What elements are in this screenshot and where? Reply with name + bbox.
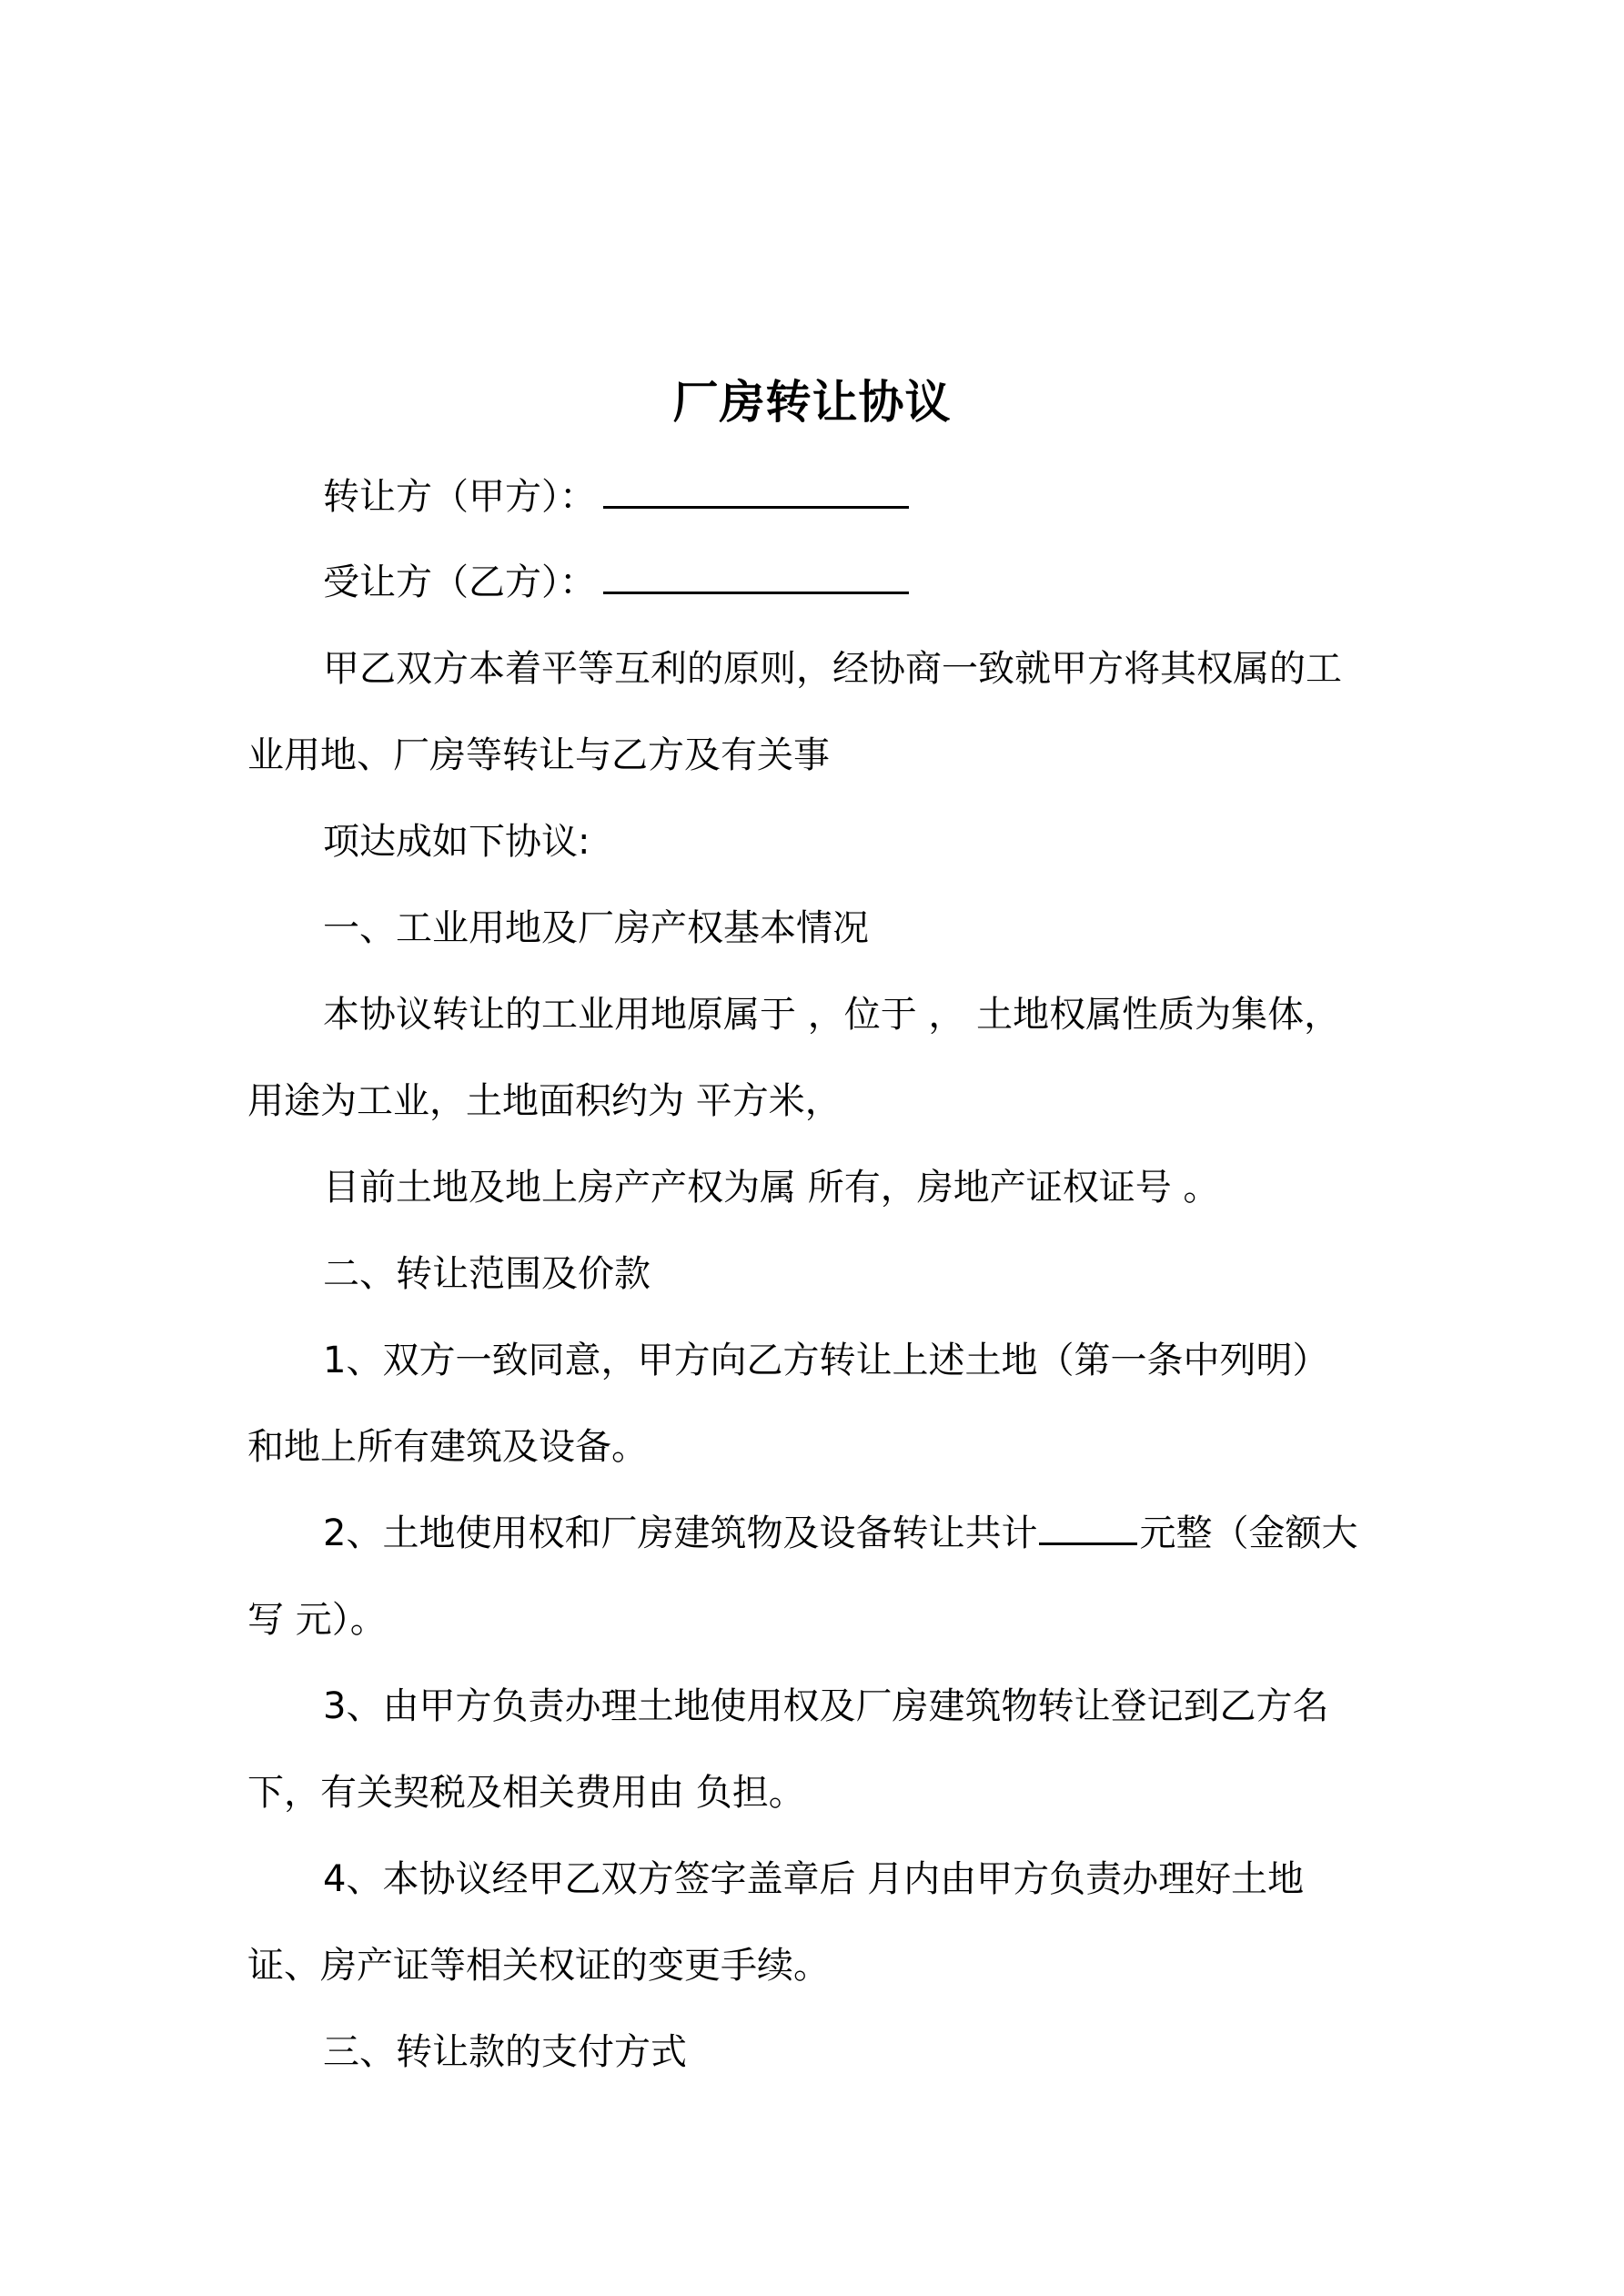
section-2-item-3-line-2: 下，有关契税及相关费用由 负担。 xyxy=(247,1772,805,1814)
transferor-label: 转让方（甲方）： xyxy=(323,476,596,518)
price-text-before: 2、土地使用权和厂房建筑物及设备转让共计 xyxy=(323,1512,1038,1554)
transferor-line xyxy=(323,471,909,522)
preamble-line-1: 甲乙双方本着平等互利的原则，经协商一致就甲方将其权属的工 xyxy=(323,648,1342,690)
section-1-paragraph-1-line-1: 本协议转让的工业用地原属于 ，位于 ， 土地权属性质为集体， xyxy=(323,994,1341,1036)
price-blank[interactable] xyxy=(1039,1508,1137,1545)
price-text-after: 元整（金额大 xyxy=(1139,1512,1358,1554)
transferee-line xyxy=(323,557,909,608)
preamble-line-3: 项达成如下协议: xyxy=(323,821,590,863)
preamble-line-2: 业用地、厂房等转让与乙方及有关事 xyxy=(247,734,830,776)
document-title: 厂房转让协议 xyxy=(672,376,952,429)
section-2-item-1-line-2: 和地上所有建筑及设备。 xyxy=(247,1426,648,1468)
section-2-item-2-line-2: 写 元）。 xyxy=(247,1599,387,1641)
section-1-paragraph-1-line-2: 用途为工业，土地面积约为 平方米， xyxy=(247,1080,842,1122)
transferee-label: 受让方（乙方）： xyxy=(323,561,596,603)
section-2-item-2-line-1 xyxy=(323,1508,1357,1559)
transferor-blank[interactable] xyxy=(603,471,909,509)
section-3-heading: 三、转让款的支付方式 xyxy=(323,2031,687,2073)
section-1-paragraph-2-line-1: 目前土地及地上房产产权为属 所有，房地产证权证号 。 xyxy=(323,1167,1220,1209)
section-2-item-4-line-1: 4、本协议经甲乙双方签字盖章后 月内由甲方负责办理好土地 xyxy=(323,1858,1305,1900)
transferee-blank[interactable] xyxy=(603,557,909,594)
section-2-item-3-line-1: 3、由甲方负责办理土地使用权及厂房建筑物转让登记到乙方名 xyxy=(323,1685,1329,1727)
section-2-heading: 二、转让范围及价款 xyxy=(323,1253,651,1295)
section-1-heading: 一、工业用地及厂房产权基本情况 xyxy=(323,907,869,949)
section-2-item-1-line-1: 1、双方一致同意，甲方向乙方转让上述土地（第一条中列明） xyxy=(323,1340,1329,1381)
section-2-item-4-line-2: 证、房产证等相关权证的变更手续。 xyxy=(247,1945,830,1987)
